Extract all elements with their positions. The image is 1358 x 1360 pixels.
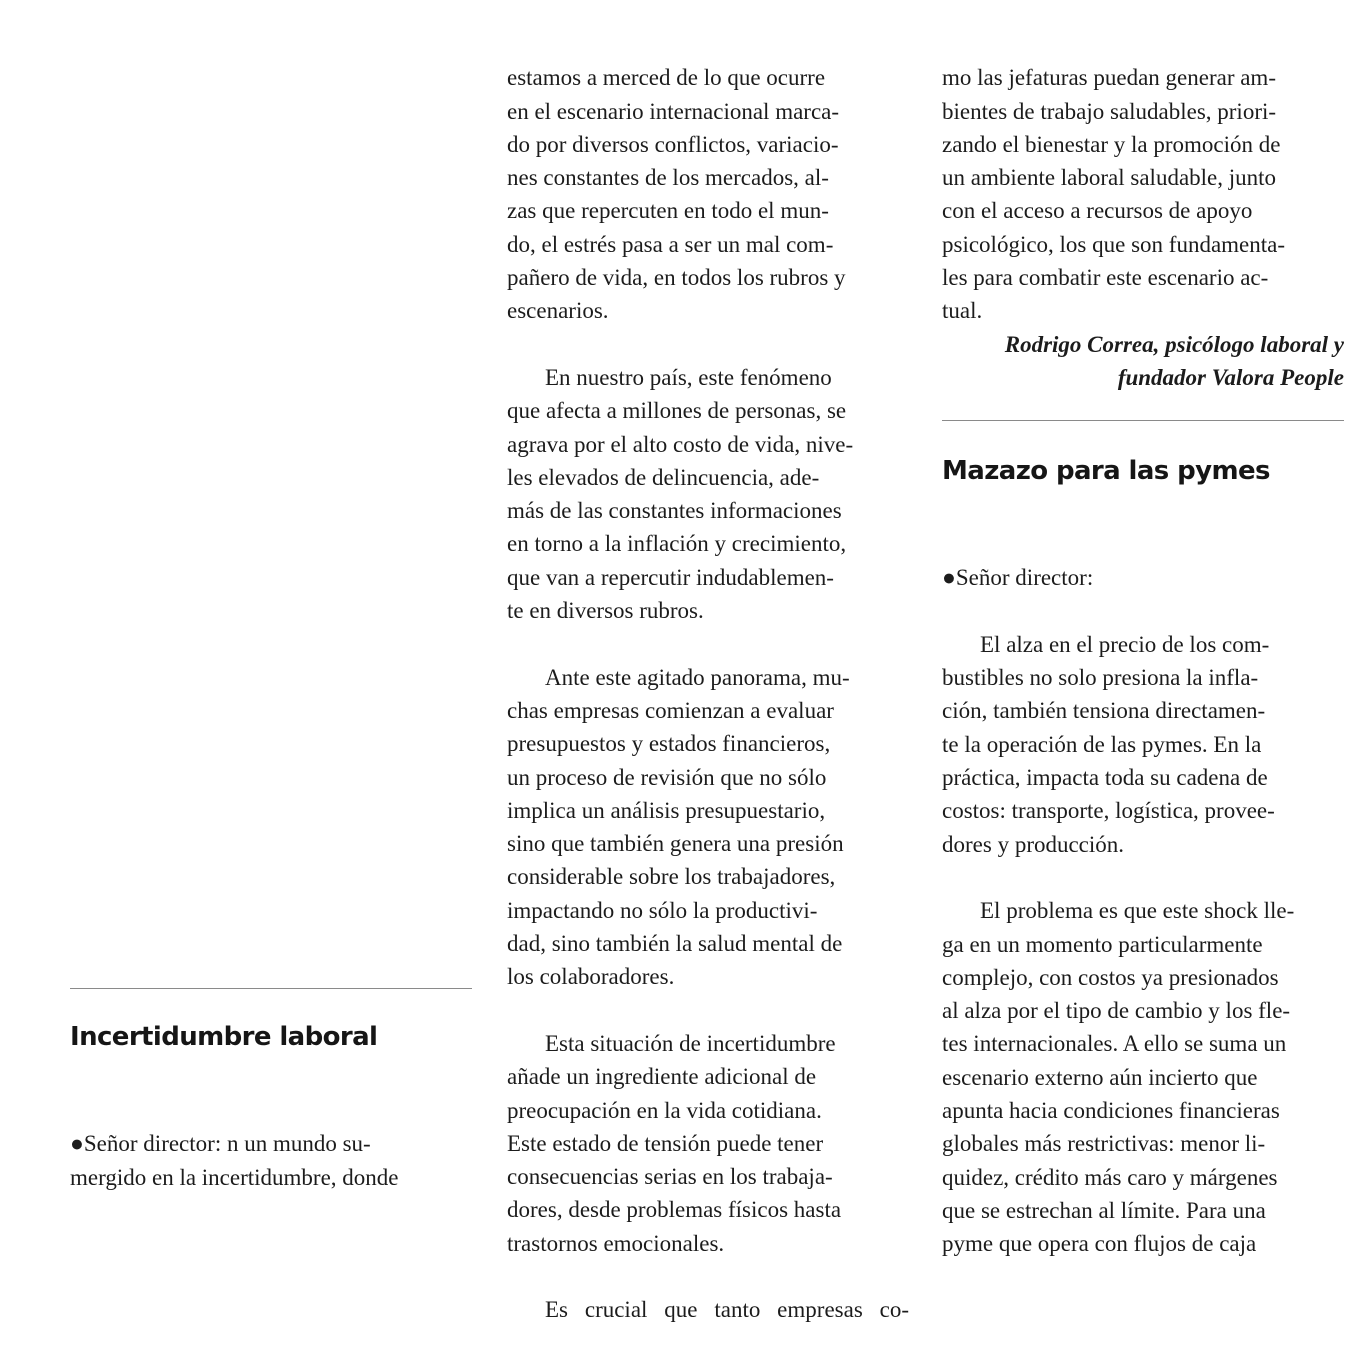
- paragraph: mo las jefaturas puedan generar am- bientes de trabajo saludables, priori- zando el bienestar y la promoción de un ambiente laboral saludable, junto con el acceso a recursos de apoyo psicológico, los que son fundamenta- les para combatir este escenario ac- tual.: [942, 65, 1286, 324]
- letter-body: [70, 1094, 472, 1227]
- letter-body-continued: [507, 28, 909, 1360]
- letter-heading-mazazo: Mazazo para las pymes: [942, 456, 1270, 486]
- salutation: ●Señor director:: [942, 565, 1094, 591]
- letter-paragraph: ●Señor director: n un mundo su- mergido en la incertidumbre, donde: [70, 1131, 399, 1190]
- letter-body: [942, 528, 1344, 1294]
- paragraph: Es crucial que tanto empresas co-: [545, 1297, 909, 1323]
- paragraph: El problema es que este shock lle- ga en un momento particularmente complejo, con costos ya presionados al alza por el tipo de cambio y los fle- tes internacionales. A ello se suma un escenario externo aún incierto que apunta hacia condiciones financieras globales más restrictivas: menor li- quidez, crédito más caro y márgenes que se estrechan al límite. Para una pyme que opera con flujos de caja: [942, 898, 1295, 1257]
- column-1: [70, 0, 472, 1190]
- column-2: [507, 0, 909, 1323]
- column-3: [942, 0, 1344, 1257]
- paragraph: El alza en el precio de los com- bustibles no solo presiona la infla- ción, también tensiona directamen- te la operación de las pymes. En la práctica, impacta toda su cadena de costos: transporte, logística, provee- dores y producción.: [942, 631, 1275, 857]
- letter-heading-incertidumbre: Incertidumbre laboral: [70, 1022, 378, 1052]
- letter-body-continued: [942, 28, 1344, 361]
- paragraph: estamos a merced de lo que ocurre en el escenario internacional marca- do por diversos conflictos, variacio- nes constantes de los mercados, al- zas que repercuten en todo el mun- do, el estrés pasa a ser un mal com- pañero de vida, en todos los rubros y escenarios.: [507, 65, 846, 324]
- paragraph: Esta situación de incertidumbre añade un ingrediente adicional de preocupación en la vida cotidiana. Este estado de tensión puede tener consecuencias serias en los trabaja- dores, desde problemas físicos hasta trastornos emocionales.: [507, 1030, 842, 1256]
- paragraph: En nuestro país, este fenómeno que afecta a millones de personas, se agrava por el alto costo de vida, nive- les elevados de delincuencia, ade- más de las constantes informaciones en torno a la inflación y crecimiento, que van a repercutir indudablemen- te en diversos rubros.: [507, 364, 854, 624]
- section-divider: [942, 420, 1344, 421]
- letter-signature: Rodrigo Correa, psicólogo laboral y fundador Valora People: [1004, 332, 1344, 391]
- paragraph: Ante este agitado panorama, mu- chas empresas comienzan a evaluar presupuestos y estados financieros, un proceso de revisión que no sólo implica un análisis presupuestario, sino que también genera una presión considerable sobre los trabajadores, impactando no sólo la productivi- dad, sino también la salud mental de los colaboradores.: [507, 664, 850, 990]
- section-divider: [70, 988, 472, 989]
